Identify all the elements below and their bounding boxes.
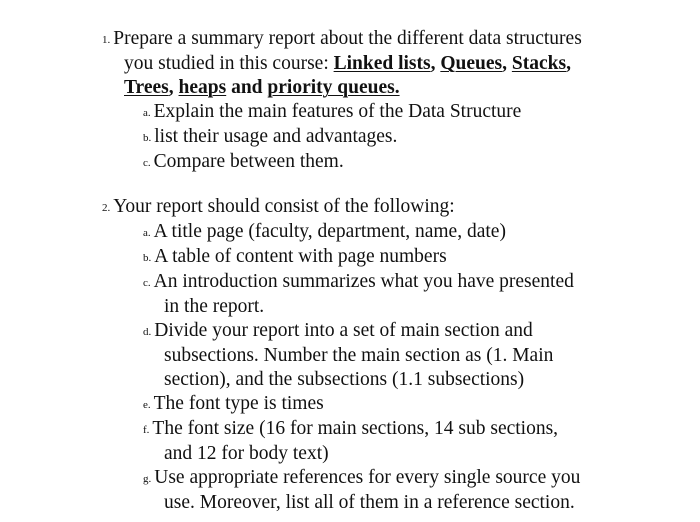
sub-label: a. [143, 227, 151, 239]
term-priority-queues [267, 77, 399, 98]
q1-text-1: Prepare a summary report about the different data structures [113, 28, 582, 49]
term-queues [440, 53, 502, 74]
sub-text: Use appropriate references for every single source you [154, 467, 581, 488]
q2-sub-c-cont [102, 295, 662, 319]
q2-sub-d-cont-2 [102, 368, 662, 392]
q1-number: 1. [102, 34, 111, 46]
sub-text: in the report. [164, 296, 265, 317]
sub-text: use. Moreover, list all of them in a reference section. [164, 492, 575, 513]
q1-line-3 [102, 76, 662, 100]
sub-label: b. [143, 132, 152, 144]
q2-sub-b [102, 245, 662, 270]
sub-text: subsections. Number the main section as (1. Main [164, 345, 554, 366]
term-trees [124, 77, 169, 98]
sub-label: e. [143, 399, 151, 411]
sub-label: c. [143, 157, 151, 169]
sub-label: g. [143, 473, 152, 485]
q2-text-1: Your report should consist of the following: [113, 196, 455, 217]
q2-sub-d-cont-1 [102, 344, 662, 368]
q2-sub-f [102, 417, 662, 442]
sub-text: The font type is times [153, 393, 324, 414]
sub-text: Explain the main features of the Data Structure [153, 101, 522, 122]
q1-and: and [226, 77, 268, 98]
term-stacks-text: Stacks [511, 53, 567, 74]
q1-comma-2: , [502, 53, 512, 74]
sub-text: Divide your report into a set of main section and [154, 320, 533, 341]
term-heaps-text: heaps [178, 77, 227, 98]
q2-sub-f-cont [102, 442, 662, 466]
term-trees-text: Trees [124, 77, 169, 98]
sub-label: c. [143, 277, 151, 289]
q1-comma-1: , [430, 53, 441, 74]
q1-line-2 [102, 52, 662, 76]
sub-text: A table of content with page numbers [154, 246, 447, 267]
q2-sub-a [102, 220, 662, 245]
q1-comma-3: , [566, 53, 571, 74]
question-1 [102, 27, 662, 175]
sub-label: a. [143, 107, 151, 119]
q1-line-1 [102, 27, 662, 52]
term-linked-lists-text: Linked lists [333, 53, 431, 74]
sub-text: An introduction summarizes what you have presented [153, 271, 574, 292]
question-2 [102, 195, 662, 515]
q1-sub-c [102, 150, 662, 175]
sub-text: Compare between them. [153, 151, 344, 172]
sub-text: The font size (16 for main sections, 14 sub sections, [152, 418, 559, 439]
term-priority-queues-text: priority queues. [267, 77, 400, 98]
q1-text-2: you studied in this course: [124, 53, 334, 74]
q2-sub-e [102, 392, 662, 417]
q2-sub-c [102, 270, 662, 295]
q2-sub-g-cont [102, 491, 662, 515]
term-linked-lists [334, 53, 431, 74]
q2-sub-d [102, 319, 662, 344]
sub-text: section), and the subsections (1.1 subsections) [164, 369, 525, 390]
q2-number: 2. [102, 202, 111, 214]
term-stacks [512, 53, 566, 74]
sub-label: f. [143, 424, 150, 436]
q1-comma-4: , [168, 77, 179, 98]
q2-sub-g [102, 466, 662, 491]
q1-sub-a [102, 100, 662, 125]
q2-line-1 [102, 195, 662, 220]
term-queues-text: Queues [440, 53, 503, 74]
sub-text: A title page (faculty, department, name, date) [153, 221, 506, 242]
sub-label: d. [143, 326, 152, 338]
sub-text: and 12 for body text) [164, 443, 329, 464]
term-heaps [179, 77, 227, 98]
sub-text: list their usage and advantages. [154, 126, 398, 147]
sub-label: b. [143, 252, 152, 264]
q1-sub-b [102, 125, 662, 150]
